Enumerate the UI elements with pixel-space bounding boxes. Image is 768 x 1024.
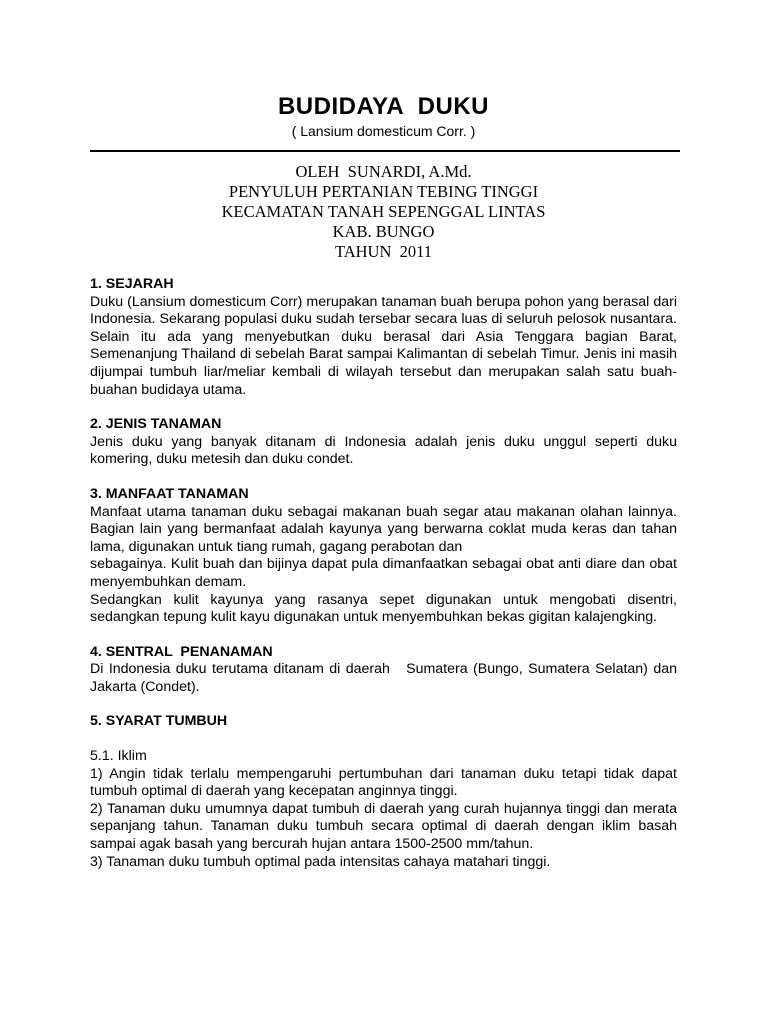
section-heading: 3. MANFAAT TANAMAN bbox=[90, 485, 249, 502]
document-page bbox=[90, 92, 681, 871]
author-line: KECAMATAN TANAH SEPENGGAL LINTAS bbox=[221, 202, 546, 221]
section-heading: 1. SEJARAH bbox=[90, 276, 174, 292]
section-paragraph: Sedangkan kulit kayunya yang rasanya sepet digunakan untuk mengobati disentri, sedangkan tepung kulit kayu digunakan untuk menyembuhkan bekas gigitan kalajengking. bbox=[90, 591, 677, 626]
author-line: KAB. BUNGO bbox=[332, 222, 435, 241]
section-manfaat-tanaman bbox=[90, 486, 677, 627]
author-line: PENYULUH PERTANIAN TEBING TINGGI bbox=[228, 182, 539, 201]
list-item: 1) Angin tidak terlalu mempengaruhi pertumbuhan dari tanaman duku tetapi tidak dapat tumbuh optimal di daerah yang kecepatan anginnya tinggi. bbox=[90, 765, 677, 800]
subsection-heading: 5.1. Iklim bbox=[90, 748, 147, 765]
section-heading: 4. SENTRAL PENANAMAN bbox=[90, 643, 273, 660]
author-line: OLEH SUNARDI, A.Md. bbox=[295, 162, 472, 181]
section-paragraph: Jenis duku yang banyak ditanam di Indonesia adalah jenis duku unggul seperti duku komering, duku metesih dan duku condet. bbox=[90, 433, 677, 468]
section-jenis-tanaman bbox=[90, 416, 677, 469]
subsection-iklim bbox=[90, 748, 677, 871]
document-subtitle: ( Lansium domesticum Corr. ) bbox=[291, 123, 476, 139]
section-heading: 2. JENIS TANAMAN bbox=[90, 416, 222, 433]
title-divider bbox=[90, 150, 680, 152]
section-paragraph: Manfaat utama tanaman duku sebagai makanan buah segar atau makanan olahan lainnya. Bagian lain yang bermanfaat adalah kayunya yang berwarna coklat muda keras dan tahan lama, digunakan untuk tiang rumah, gagang perabotan dan bbox=[90, 503, 677, 555]
list-item: 2) Tanaman duku umumnya dapat tumbuh di daerah yang curah hujannya tinggi dan merata sepanjang tahun. Tanaman duku tumbuh secara optimal di daerah dengan iklim basah sampai agak basah yang bercurah hujan antara 1500-2500 mm/tahun. bbox=[90, 800, 677, 853]
section-sejarah bbox=[90, 276, 677, 399]
section-paragraph: sebagainya. Kulit buah dan bijinya dapat pula dimanfaatkan sebagai obat anti diare dan obat menyembuhkan demam. bbox=[90, 556, 677, 590]
author-block bbox=[90, 162, 677, 262]
section-sentral-penanaman bbox=[90, 643, 681, 697]
author-line: TAHUN 2011 bbox=[334, 242, 433, 261]
list-item: 3) Tanaman duku tumbuh optimal pada intensitas cahaya matahari tinggi. bbox=[90, 853, 551, 870]
section-paragraph: Di Indonesia duku terutama ditanam di daerah Sumatera (Bungo, Sumatera Selatan) dan Jakarta (Condet). bbox=[90, 661, 681, 695]
section-paragraph: Duku (Lansium domesticum Corr) merupakan tanaman buah berupa pohon yang berasal dari Indonesia. Sekarang populasi duku sudah tersebar secara luas di seluruh pelosok nusantara. Selain itu ada yang menyebutkan duku berasal dari Asia Tenggara bagian Barat, Semenanjung Thailand di sebelah Barat sampai Kalimantan di sebelah Timur. Jenis ini masih dijumpai tumbuh liar/meliar kembali di wilayah tersebut dan merupakan salah satu buah-buahan budidaya utama. bbox=[90, 293, 677, 398]
section-heading: 5. SYARAT TUMBUH bbox=[90, 713, 228, 730]
section-syarat-tumbuh bbox=[90, 713, 677, 731]
document-title: BUDIDAYA DUKU bbox=[277, 93, 490, 120]
